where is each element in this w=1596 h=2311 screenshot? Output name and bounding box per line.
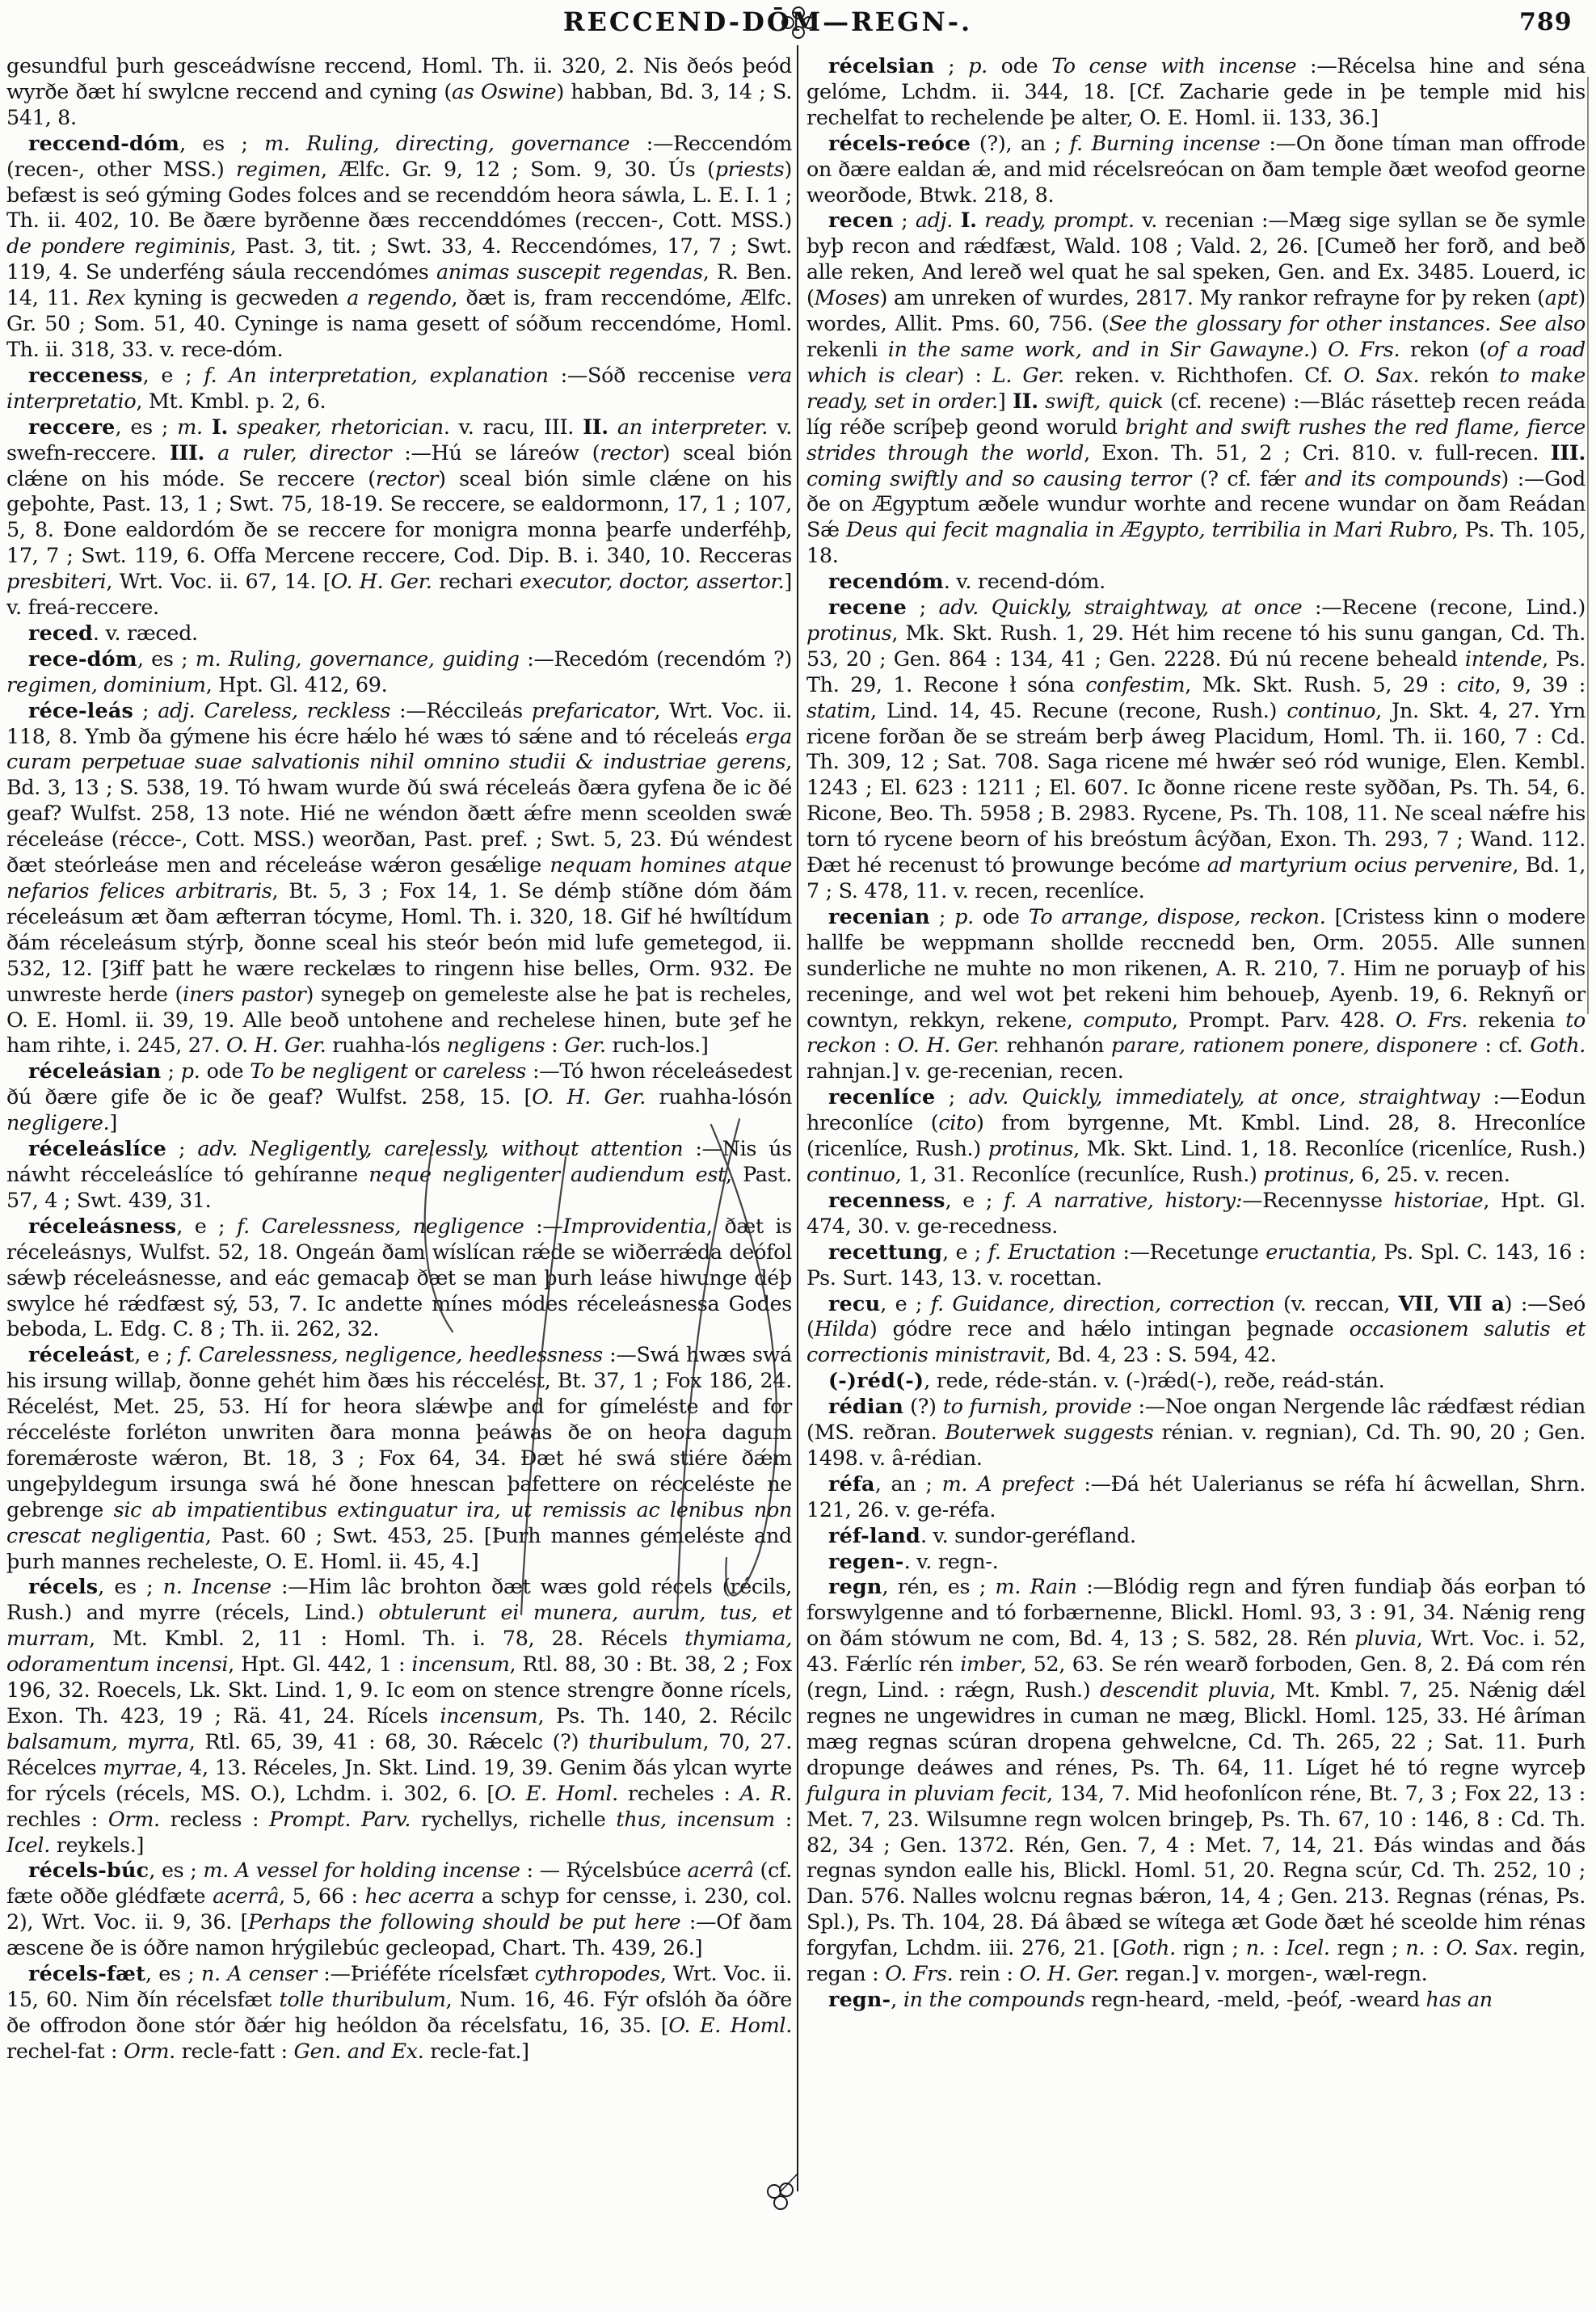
dictionary-entry: réceleásian ; p. ode To be negligent or careless :—Tó hwon réceleásedest ðú ðære gife ðe ic ðe geaf? Wulfst. 258, 15. [O. H. Ger. ruahha-lósón negligere.] bbox=[6, 1059, 793, 1135]
entry-headword: recettung bbox=[828, 1239, 943, 1264]
dictionary-entry: regn-, in the compounds regn-heard, -meld, -þeóf, -weard has an bbox=[828, 1986, 1493, 2011]
column-divider-rule bbox=[797, 45, 798, 2191]
entry-headword: recen bbox=[828, 208, 894, 233]
entry-headword: réceleáslíce bbox=[28, 1136, 166, 1161]
dictionary-entry: réfa, an ; m. A prefect :—Ðá hét Ualerianus se réfa hí âcwellan, Shrn. 121, 26. v. ge-réfa. bbox=[806, 1471, 1585, 1522]
entry-headword: récelsian bbox=[828, 53, 935, 78]
dictionary-entry: recen ; adj. I. ready, prompt. v. recenian :—Mæg sige syllan se ðe symle byþ recon and rǽdfæst, Wald. 108 ; Vald. 2, 26. [Cumeð her forð, and beð alle reken, And lereð wel quat he sal speken, Gen. and Ex. 3485. Louerd, ic (Moses) am unreken of wurdes, 2817. My rankor refrayne for þy reken (apt) wordes, Allit. Pms. 60, 756. (See the glossary for other instances. See also rekenli in the same work, and in Sir Gawayne.) O. Frs. rekon (of a road which is clear) : L. Ger. reken. v. Richthofen. Cf. O. Sax. rekón to make ready, set in order.] II. swift, quick (cf. recene) :—Blác rásetteþ recen reáda líg réðe scríþeþ geond woruld bright and swift rushes the red flame, fierce strides through the world, Exon. Th. 51, 2 ; Cri. 810. v. full-recen. III. coming swiftly and so causing terror (? cf. fǽr and its compounds) :—God ðe on Ægyptum æðele wundur worhte and recene wundar on ðam Reádan Sǽ Deus qui fecit magnalia in Ægypto, terribilia in Mari Rubro, Ps. Th. 105, 18. bbox=[806, 208, 1586, 568]
dictionary-entry: récels-fæt, es ; n. A censer :—Þriéféte rícelsfæt cythropodes, Wrt. Voc. ii. 15, 60. Nim ðín récelsfæt tolle thuribulum, Num. 16, 46. Fýr ofslóh ða óðre ðe offrodon ðone stór ðǽr hig heóldon ða récelsfatu, 16, 35. [O. E. Homl. rechel-fat : Orm. recle-fatt : Gen. and Ex. recle-fat.] bbox=[6, 1961, 793, 2063]
page-header-title: RECCEND-DŌM—REGN-. bbox=[562, 6, 973, 37]
entry-headword: réceleásian bbox=[28, 1059, 162, 1084]
continued-entry-text: gesundful þurh gesceádwísne reccend, Homl. Th. ii. 320, 2. Nis ðeós þeód wyrðe ðæt hí swylcne reccend and cyning (as Oswine) habban, Bd. 3, 14 ; S. 541, 8. bbox=[6, 53, 792, 129]
dictionary-entry: recceness, e ; f. An interpretation, explanation :—Sóð reccenise vera interpretatio, Mt. Kmbl. p. 2, 6. bbox=[6, 362, 792, 413]
dictionary-entry: récels-reóce (?), an ; f. Burning incense :—On ðone tíman man offrode on ðære ealdan ǽ, and mid récelsreócan on ðam temple ðæt weofod georne weorðode, Btwk. 218, 8. bbox=[806, 130, 1586, 207]
entry-headword: reccend-dóm bbox=[28, 130, 180, 155]
dictionary-entry: recene ; adv. Quickly, straightway, at once :—Recene (recone, Lind.) protinus, Mk. Skt. Rush. 1, 29. Hét him recene tó his sunu gangan, Cd. Th. 53, 20 ; Gen. 864 : 134, 41 ; Gen. 2228. Ðú nú recene beheald intende, Ps. Th. 29, 1. Recone ł sóna confestim, Mk. Skt. Rush. 5, 29 : cito, 9, 39 : statim, Lind. 14, 45. Recune (recone, Rush.) continuo, Jn. Skt. 4, 27. Yrn ricene forðan ðe se streám berþ áweg Placidum, Homl. Th. ii. 160, 7 : Cd. Th. 309, 12 ; Sat. 708. Saga ricene mé hwǽr seó ród wunige, Elen. Kembl. 1243 ; El. 623 : 1211 ; El. 607. Ic ðonne ricene reste syððan, Ps. Th. 54, 6. Ricone, Beo. Th. 5958 ; B. 2983. Rycene, Ps. Th. 108, 11. Ne sceal nǽfre his torn tó rycene beorn of his breóstum âcýðan, Exon. Th. 293, 7 ; Wand. 112. Ðæt hé recenust tó þrowunge becóme ad martyrium ocius pervenire, Bd. 1, 7 ; S. 478, 11. v. recen, recenlíce. bbox=[806, 595, 1586, 903]
entry-headword: (-)réd(-) bbox=[828, 1368, 924, 1393]
entry-headword: reccere bbox=[28, 414, 116, 439]
entry-headword: réce-leás bbox=[28, 697, 134, 722]
entry-headword: recenlíce bbox=[828, 1084, 936, 1109]
dictionary-entry: recu, e ; f. Guidance, direction, correction (v. reccan, VII, VII a) :—Seó (Hilda) gódre rece and hǽlo intingan þegnade occasionem salutis et correctionis ministravit, Bd. 4, 23 : S. 594, 42. bbox=[806, 1290, 1586, 1367]
entry-headword: recu bbox=[828, 1290, 881, 1315]
dictionary-entry: recenness, e ; f. A narrative, history:—Recennysse historiae, Hpt. Gl. 474, 30. v. ge-recedness. bbox=[806, 1187, 1585, 1238]
entry-headword: regen- bbox=[828, 1548, 904, 1573]
dictionary-entry: recettung, e ; f. Eructation :—Recetunge eructantia, Ps. Spl. C. 143, 16 : Ps. Surt. 143, 13. v. rocettan. bbox=[806, 1239, 1585, 1290]
entry-headword: regn bbox=[828, 1574, 882, 1599]
dictionary-entry: réceleásness, e ; f. Carelessness, negligence :—Improvidentia, ðæt is réceleásnys, Wulfst. 52, 18. Ongeán ðam wíslícan rǽde se wiðerrǽda deófol sǽwþ réceleásnesse, and eác gemacaþ ðæt se man þurh leáse hiwunge déþ swylce hé rǽdfæst sý, 53, 7. Ic andette mínes módes réceleásnessa Godes beboda, L. Edg. C. 8 ; Th. ii. 262, 32. bbox=[6, 1213, 792, 1341]
dictionary-entry: rece-dóm, es ; m. Ruling, governance, guiding :—Recedóm (recendóm ?) regimen, dominium, Hpt. Gl. 412, 69. bbox=[6, 646, 792, 697]
entry-headword: rece-dóm bbox=[28, 646, 137, 671]
dictionary-entry: réf-land. v. sundor-geréfland. bbox=[828, 1522, 1136, 1547]
entry-headword: rédian bbox=[828, 1394, 904, 1419]
dictionary-entry: recendóm. v. recend-dóm. bbox=[828, 569, 1105, 594]
entry-headword: reced bbox=[28, 620, 93, 645]
right-margin-artifact-line bbox=[1587, 77, 1589, 1014]
page-number: 789 bbox=[1519, 8, 1573, 36]
bottom-clover-doodle bbox=[768, 2174, 798, 2209]
entry-headword: récels-búc bbox=[28, 1858, 149, 1883]
dictionary-entry: reccend-dóm, es ; m. Ruling, directing, governance :—Reccendóm (recen-, other MSS.) regimen, Ælfc. Gr. 9, 12 ; Som. 9, 30. Ús (priests) befæst is seó gýming Godes folces and se recenddóm heora sáwla, L. E. I. 1 ; Th. ii. 402, 10. Be ðære byrðenne ðæs reccenddómes (reccen-, Cott. MSS.) de pondere regiminis, Past. 3, tit. ; Swt. 33, 4. Reccendómes, 17, 7 ; Swt. 119, 4. Se underféng sáula reccendómes animas suscepit regendas, R. Ben. 14, 11. Rex kyning is gecweden a regendo, ðæt is, fram reccendóme, Ælfc. Gr. 50 ; Som. 51, 40. Cyninge is nama gesett of sóðum reccendóme, Homl. Th. ii. 318, 33. v. rece-dóm. bbox=[6, 130, 792, 361]
dictionary-entry: réce-leás ; adj. Careless, reckless :—Réccileás prefaricator, Wrt. Voc. ii. 118, 8. Ymb ða gýmene his écre hǽlo hé wæs tó sǽne and tó réceleás erga curam perpetuae suae salvationis nihil omnino studii & industriae gerens, Bd. 3, 13 ; S. 538, 19. Tó hwam wurde ðú swá réceleás ðæra gyfena ðe ic ðé geaf? Wulfst. 258, 13 note. Hié ne wéndon ðætt ǽfre menn sceolden swǽ réceleáse (récce-, Cott. MSS.) weorðan, Past. pref. ; Swt. 5, 23. Ðú wéndest ðæt steórleáse men and réceleáse wǽron gesǽlige nequam homines atque nefarios felices arbitraris, Bt. 5, 3 ; Fox 14, 1. Se démþ stíðne dóm ðám réceleásum æt ðam æfterran tócyme, Homl. Th. i. 320, 18. Gif hé hwíltídum ðám réceleásum stýrþ, ðonne sceal his steór beón mid lufe gemetegod, ii. 532, 12. [Ȝiff þatt he wære reckelæs to ringenn hise belles, Orm. 932. Ðe unwreste herde (iners pastor) synegeþ on gemeleste alse he þat is recheles, O. E. Homl. ii. 39, 19. Alle beoð untohene and rechelese hinen, bute ȝef he ham rihte, i. 245, 27. O. H. Ger. ruahha-lós negligens : Ger. ruch-los.] bbox=[6, 697, 793, 1058]
dictionary-entry: réceleáslíce ; adv. Negligently, carelessly, without attention :—Nis ús náwht récceleáslíce tó gehíranne neque negligenter audiendum est, Past. 57, 4 ; Swt. 439, 31. bbox=[6, 1136, 793, 1212]
entry-headword: recenness bbox=[828, 1187, 945, 1212]
entry-headword: recene bbox=[828, 595, 907, 620]
entry-headword: recenian bbox=[828, 903, 930, 928]
entry-headword: réceleást bbox=[28, 1342, 135, 1367]
entry-headword: réf-land bbox=[828, 1522, 920, 1547]
dictionary-entry: recenlíce ; adv. Quickly, immediately, at once, straightway :—Eodun hreconlíce (cito) from byrgenne, Mt. Kmbl. Lind. 28, 8. Hreconlíce (ricenlíce, Rush.) protinus, Mk. Skt. Lind. 1, 18. Reconlíce (ricenlíce, Rush.) continuo, 1, 31. Reconlíce (recunlíce, Rush.) protinus, 6, 25. v. recen. bbox=[806, 1084, 1586, 1186]
entry-headword: récels-fæt bbox=[28, 1961, 146, 1986]
dictionary-entry: recenian ; p. ode To arrange, dispose, reckon. [Cristess kinn o modere hallfe be weppmann shollde reccnedd ben, Orm. 2055. Alle sunnen sunderliche ne muhte no mon rikenen, A. R. 210, 7. Him ne poruayþ of his receninge, and wel wot þet rekeni him behoueþ, Ayenb. 19, 6. Reknyñ or cowntyn, rekkyn, rekene, computo, Prompt. Parv. 428. O. Frs. rekenia to reckon : O. H. Ger. rehhanón parare, rationem ponere, disponere : cf. Goth. rahnjan.] v. ge-recenian, recen. bbox=[806, 903, 1586, 1084]
dictionary-entry: reced. v. ræced. bbox=[28, 620, 198, 645]
entry-headword: récels bbox=[28, 1574, 99, 1599]
entry-headword: recendóm bbox=[828, 569, 944, 594]
dictionary-entry: reccere, es ; m. I. speaker, rhetorician. v. racu, III. II. an interpreter. v. swefn-reccere. III. a ruler, director :—Hú se láreów (rector) sceal bión clǽne on his móde. Se reccere (rector) sceal bión simle clǽne on his geþohte, Past. 13, 1 ; Swt. 75, 18-19. Se reccere, se ealdormonn, 17, 1 ; 107, 5, 8. Ðone ealdordóm ðe se reccere for monigra monna þearfe underféhþ, 17, 7 ; Swt. 119, 6. Offa Mercene reccere, Cod. Dip. B. i. 340, 10. Recceras presbiteri, Wrt. Voc. ii. 67, 14. [O. H. Ger. rechari executor, doctor, assertor.] v. freá-reccere. bbox=[6, 414, 792, 620]
dictionary-entry: récels, es ; n. Incense :—Him lâc brohton ðæt wæs gold récels (récils, Rush.) and myrre (récels, Lind.) obtulerunt ei munera, aurum, tus, et murram, Mt. Kmbl. 2, 11 : Homl. Th. i. 78, 28. Récels thymiama, odoramentum incensi, Hpt. Gl. 442, 1 : incensum, Rtl. 88, 30 : Bt. 38, 2 ; Fox 196, 32. Roecels, Lk. Skt. Lind. 1, 9. Ic eom on stence strengre ðonne rícels, Exon. Th. 423, 19 ; Rä. 41, 24. Rícels incensum, Ps. Th. 140, 2. Récilc balsamum, myrra, Rtl. 65, 39, 41 : 68, 30. Rǽcelc (?) thuribulum, 70, 27. Récelces myrrae, 4, 13. Réceles, Jn. Skt. Lind. 19, 39. Genim ðás ylcan wyrte for rýcels (récels, MS. O.), Lchdm. i. 302, 6. [O. E. Homl. recheles : A. R. rechles : Orm. recless : Prompt. Parv. rychellys, richelle thus, incensum : Icel. reykels.] bbox=[6, 1574, 793, 1857]
dictionary-entry: récelsian ; p. ode To cense with incense :—Récelsa hine and séna gelóme, Lchdm. ii. 344, 18. [Cf. Zacharie gede in þe temple mid his rechelfat to rechelende þe alter, O. E. Homl. ii. 133, 36.] bbox=[806, 53, 1586, 129]
left-column bbox=[6, 53, 792, 2065]
right-column bbox=[806, 53, 1585, 2013]
dictionary-entry: rédian (?) to furnish, provide :—Noe ongan Nergende lâc rǽdfæst rédian (MS. reðran. Bouterwek suggests rénian. v. regnian), Cd. Th. 90, 20 ; Gen. 1498. v. â-rédian. bbox=[806, 1394, 1585, 1470]
dictionary-entry: réceleást, e ; f. Carelessness, negligence, heedlessness :—Swá hwæs swá his irsung willaþ, ðonne gehét him ðæs his réccelést, Bt. 37, 1 ; Fox 186, 24. Récelést, Met. 25, 53. Hí for heora slǽwþe and for gímeléste and for récceléste forléton unwriten ðara monna þeáwas ðe on heora dagum foremǽroste wǽron, Bt. 18, 3 ; Fox 64, 34. Ðæt hé swá stiére ðǽm ungeþyldegum irsunga swá hé ðone hnescan þafettere on récceléste ne gebrenge sic ab impatientibus extinguatur ira, ut remissis ac lenibus non crescat negligentia, Past. 60 ; Swt. 453, 25. [Þurh mannes gémeléste and þurh mannes recheleste, O. E. Homl. ii. 45, 4.] bbox=[6, 1342, 792, 1573]
dictionary-entry: récels-búc, es ; m. A vessel for holding incense : — Rýcelsbúce acerrâ (cf. fæte oððe glédfæte acerrâ, 5, 66 : hec acerra a schyp for censse, i. 230, col. 2), Wrt. Voc. ii. 9, 36. [Perhaps the following should be put here :—Of ðam æscene ðe is óðre namon hrýgilebúc gecleopad, Chart. Th. 439, 26.] bbox=[6, 1858, 793, 1960]
entry-headword: regn- bbox=[828, 1986, 891, 2011]
dictionary-entry: regn, rén, es ; m. Rain :—Blódig regn and fýren fundiaþ ðás eorþan tó forswylgenne and tó forbærnenne, Blickl. Homl. 93, 3 : 91, 34. Nǽnig reng on ðám stówum ne com, Bd. 4, 13 ; S. 582, 28. Rén pluvia, Wrt. Voc. i. 52, 43. Fǽrlíc rén imber, 52, 63. Se rén wearð forboden, Gen. 8, 2. Ðá com rén (regn, Lind. : rǽgn, Rush.) descendit pluvia, Mt. Kmbl. 7, 25. Nǽnig dǽl regnes ne ungewidres in cuman ne mæg, Blickl. Homl. 125, 33. Hé âríman mæg regnas scúran dropena gehwelcne, Cd. Th. 265, 22 ; Sat. 11. Þurh dropunge deáwes and rénes, Ps. Th. 64, 11. Líget hé tó regne wyrceþ fulgura in pluviam fecit, 134, 7. Mid heofonlícon réne, Bt. 7, 3 ; Fox 22, 13 : Met. 7, 23. Wilsumne regn wolcen bringeþ, Ps. Th. 67, 10 : 146, 8 : Cd. Th. 82, 34 ; Gen. 1372. Rén, Gen. 7, 4 : Met. 7, 14, 21. Ðás windas and ðás regnas syndon ealle his, Blickl. Homl. 51, 20. Regna scúr, Cd. Th. 252, 10 ; Dan. 576. Nalles wolcnu regnas bǽron, 14, 4 ; Gen. 213. Regnas (rénas, Ps. Spl.), Ps. Th. 104, 28. Ðá âbæd se wítega æt Gode ðæt hé sceolde him rénas forgyfan, Lchdm. iii. 276, 21. [Goth. rign ; n. : Icel. regn ; n. : O. Sax. regin, regan : O. Frs. rein : O. H. Ger. regan.] v. morgen-, wæl-regn. bbox=[806, 1574, 1586, 1986]
entry-headword: réfa bbox=[828, 1471, 875, 1496]
dictionary-entry: (-)réd(-), rede, réde-stán. v. (-)rǽd(-), reðe, reád-stán. bbox=[828, 1368, 1385, 1393]
entry-headword: récels-reóce bbox=[828, 130, 971, 155]
entry-headword: recceness bbox=[28, 362, 143, 387]
dictionary-entry: regen-. v. regn-. bbox=[828, 1548, 999, 1573]
entry-headword: réceleásness bbox=[28, 1213, 177, 1238]
